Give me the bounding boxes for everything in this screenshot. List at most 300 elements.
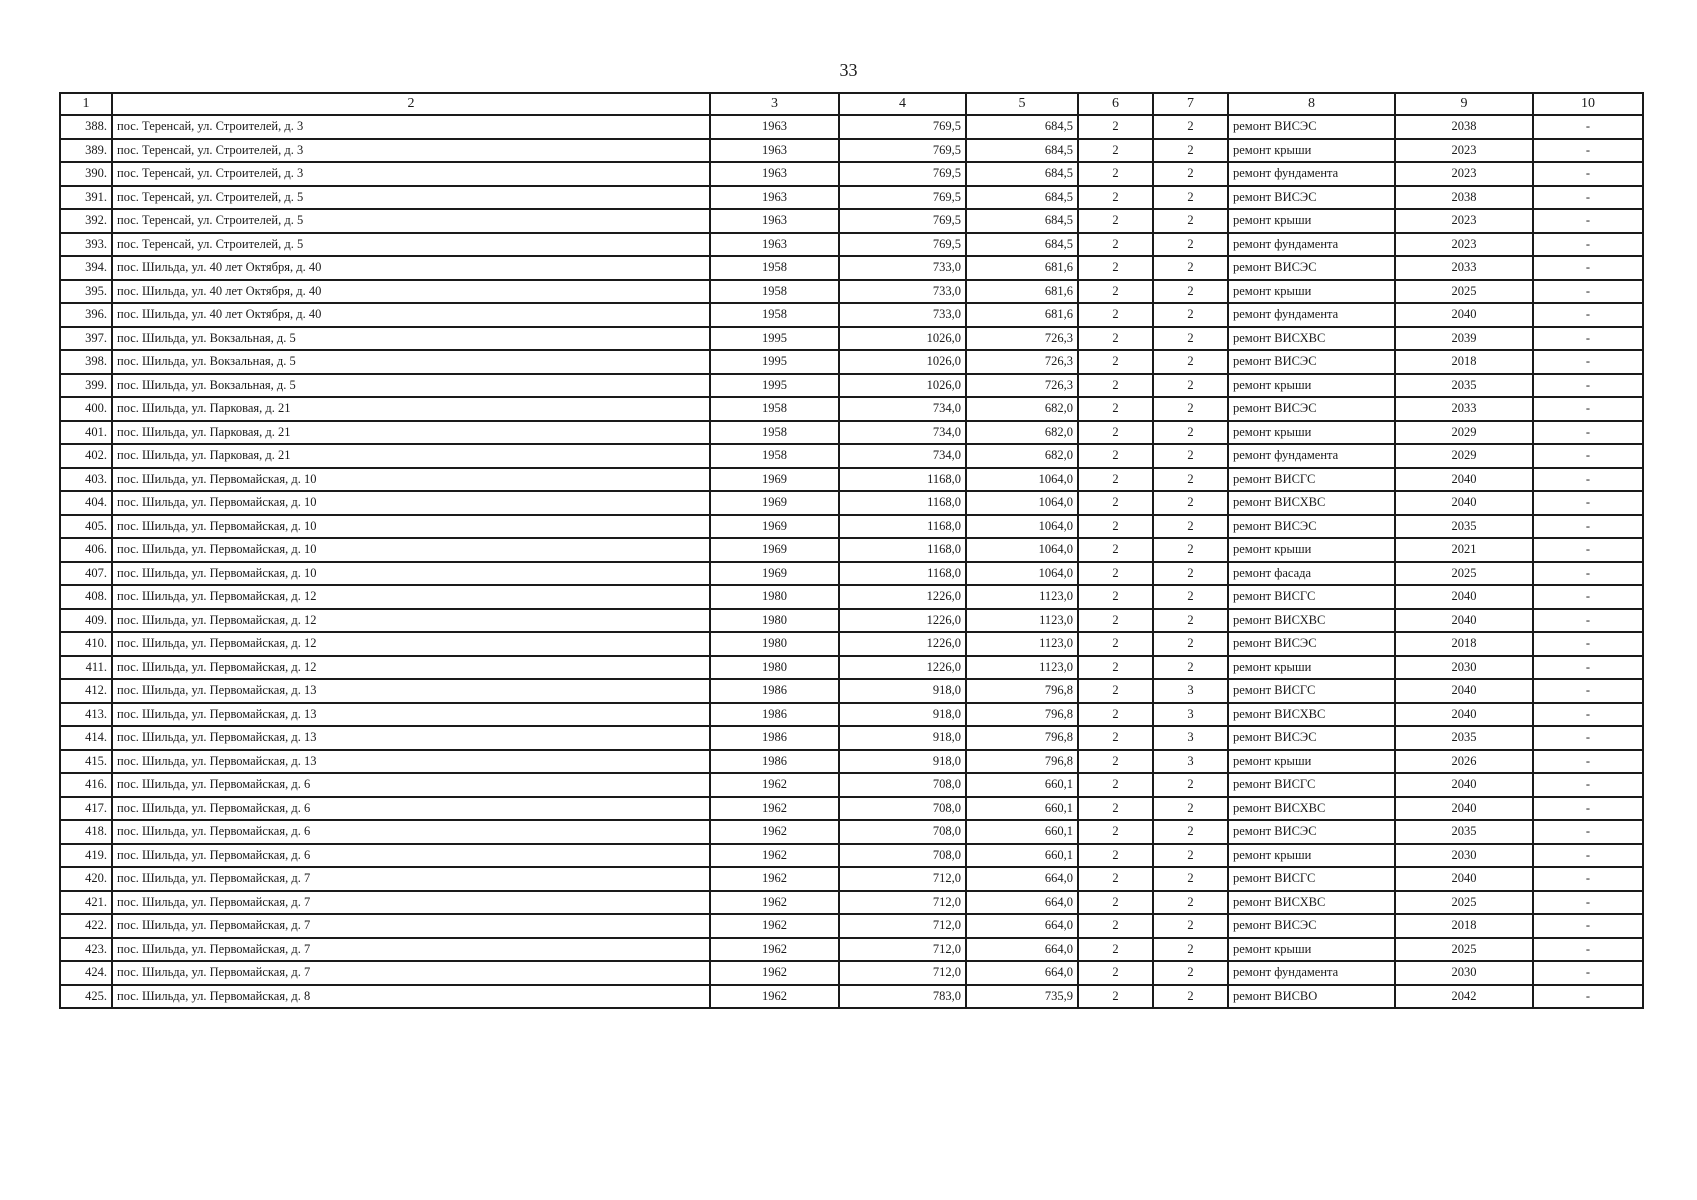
address-cell: пос. Шильда, ул. Первомайская, д. 13: [112, 703, 710, 727]
col7-cell: 3: [1153, 750, 1228, 774]
total-area-cell: 769,5: [839, 139, 966, 163]
year-built-cell: 1962: [710, 797, 839, 821]
col10-cell: -: [1533, 538, 1643, 562]
year-planned-cell: 2035: [1395, 726, 1533, 750]
total-area-cell: 1168,0: [839, 515, 966, 539]
year-built-cell: 1969: [710, 562, 839, 586]
col10-cell: -: [1533, 797, 1643, 821]
year-built-cell: 1958: [710, 256, 839, 280]
col7-cell: 2: [1153, 632, 1228, 656]
total-area-cell: 712,0: [839, 938, 966, 962]
col10-cell: -: [1533, 350, 1643, 374]
row-number-cell: 388.: [60, 115, 112, 139]
table-row: [60, 914, 1643, 938]
year-planned-cell: 2040: [1395, 491, 1533, 515]
address-cell: пос. Шильда, ул. Первомайская, д. 12: [112, 656, 710, 680]
col7-cell: 2: [1153, 468, 1228, 492]
year-planned-cell: 2040: [1395, 773, 1533, 797]
year-built-cell: 1963: [710, 115, 839, 139]
year-planned-cell: 2039: [1395, 327, 1533, 351]
work-type-cell: ремонт ВИСГС: [1228, 773, 1395, 797]
total-area-cell: 769,5: [839, 115, 966, 139]
row-number-cell: 405.: [60, 515, 112, 539]
col6-cell: 2: [1078, 609, 1153, 633]
year-built-cell: 1986: [710, 750, 839, 774]
col7-cell: 2: [1153, 350, 1228, 374]
column-header: 2: [112, 93, 710, 115]
total-area-cell: 712,0: [839, 867, 966, 891]
year-planned-cell: 2018: [1395, 632, 1533, 656]
col7-cell: 2: [1153, 914, 1228, 938]
address-cell: пос. Шильда, ул. Первомайская, д. 7: [112, 891, 710, 915]
col10-cell: -: [1533, 844, 1643, 868]
living-area-cell: 1064,0: [966, 491, 1078, 515]
work-type-cell: ремонт фундамента: [1228, 444, 1395, 468]
col7-cell: 2: [1153, 844, 1228, 868]
col6-cell: 2: [1078, 585, 1153, 609]
year-planned-cell: 2030: [1395, 656, 1533, 680]
living-area-cell: 1123,0: [966, 656, 1078, 680]
living-area-cell: 735,9: [966, 985, 1078, 1009]
row-number-cell: 414.: [60, 726, 112, 750]
living-area-cell: 681,6: [966, 303, 1078, 327]
year-planned-cell: 2035: [1395, 515, 1533, 539]
living-area-cell: 682,0: [966, 397, 1078, 421]
living-area-cell: 660,1: [966, 820, 1078, 844]
table-row: [60, 139, 1643, 163]
table-row: [60, 350, 1643, 374]
page-number: 33: [839, 60, 858, 80]
work-type-cell: ремонт ВИСХВС: [1228, 609, 1395, 633]
living-area-cell: 1123,0: [966, 632, 1078, 656]
address-cell: пос. Шильда, ул. Первомайская, д. 6: [112, 773, 710, 797]
work-type-cell: ремонт крыши: [1228, 538, 1395, 562]
table-row: [60, 303, 1643, 327]
work-type-cell: ремонт ВИСВО: [1228, 985, 1395, 1009]
year-built-cell: 1962: [710, 867, 839, 891]
col10-cell: -: [1533, 444, 1643, 468]
address-cell: пос. Шильда, ул. Первомайская, д. 7: [112, 938, 710, 962]
column-header: 4: [839, 93, 966, 115]
year-built-cell: 1986: [710, 726, 839, 750]
col7-cell: 2: [1153, 233, 1228, 257]
table-row: [60, 891, 1643, 915]
living-area-cell: 664,0: [966, 961, 1078, 985]
address-cell: пос. Шильда, ул. Первомайская, д. 10: [112, 515, 710, 539]
col6-cell: 2: [1078, 374, 1153, 398]
col7-cell: 2: [1153, 256, 1228, 280]
total-area-cell: 708,0: [839, 773, 966, 797]
year-planned-cell: 2023: [1395, 209, 1533, 233]
col6-cell: 2: [1078, 209, 1153, 233]
address-cell: пос. Шильда, ул. Первомайская, д. 7: [112, 914, 710, 938]
table-row: [60, 115, 1643, 139]
year-built-cell: 1958: [710, 280, 839, 304]
col10-cell: -: [1533, 820, 1643, 844]
year-built-cell: 1962: [710, 961, 839, 985]
work-type-cell: ремонт ВИСГС: [1228, 468, 1395, 492]
col6-cell: 2: [1078, 562, 1153, 586]
col7-cell: 2: [1153, 891, 1228, 915]
address-cell: пос. Шильда, ул. Первомайская, д. 10: [112, 491, 710, 515]
col7-cell: 2: [1153, 538, 1228, 562]
row-number-cell: 420.: [60, 867, 112, 891]
total-area-cell: 769,5: [839, 233, 966, 257]
table-row: [60, 233, 1643, 257]
col6-cell: 2: [1078, 891, 1153, 915]
col6-cell: 2: [1078, 914, 1153, 938]
column-header: 8: [1228, 93, 1395, 115]
row-number-cell: 411.: [60, 656, 112, 680]
table-row: [60, 750, 1643, 774]
year-planned-cell: 2026: [1395, 750, 1533, 774]
table-row: [60, 468, 1643, 492]
col6-cell: 2: [1078, 186, 1153, 210]
living-area-cell: 1064,0: [966, 562, 1078, 586]
year-built-cell: 1969: [710, 491, 839, 515]
total-area-cell: 1168,0: [839, 468, 966, 492]
col6-cell: 2: [1078, 162, 1153, 186]
col7-cell: 3: [1153, 726, 1228, 750]
address-cell: пос. Теренсай, ул. Строителей, д. 5: [112, 209, 710, 233]
col6-cell: 2: [1078, 327, 1153, 351]
col6-cell: 2: [1078, 632, 1153, 656]
col10-cell: -: [1533, 491, 1643, 515]
col7-cell: 2: [1153, 186, 1228, 210]
col7-cell: 2: [1153, 797, 1228, 821]
col6-cell: 2: [1078, 538, 1153, 562]
col6-cell: 2: [1078, 844, 1153, 868]
year-built-cell: 1963: [710, 233, 839, 257]
living-area-cell: 660,1: [966, 773, 1078, 797]
table-row: [60, 656, 1643, 680]
living-area-cell: 796,8: [966, 679, 1078, 703]
year-planned-cell: 2040: [1395, 867, 1533, 891]
year-built-cell: 1969: [710, 468, 839, 492]
work-type-cell: ремонт ВИСЭС: [1228, 115, 1395, 139]
year-built-cell: 1963: [710, 186, 839, 210]
col10-cell: -: [1533, 303, 1643, 327]
living-area-cell: 664,0: [966, 938, 1078, 962]
total-area-cell: 734,0: [839, 444, 966, 468]
col10-cell: -: [1533, 679, 1643, 703]
year-built-cell: 1969: [710, 538, 839, 562]
year-planned-cell: 2040: [1395, 679, 1533, 703]
col10-cell: -: [1533, 256, 1643, 280]
work-type-cell: ремонт фасада: [1228, 562, 1395, 586]
table-row: [60, 562, 1643, 586]
living-area-cell: 796,8: [966, 750, 1078, 774]
col7-cell: 2: [1153, 397, 1228, 421]
address-cell: пос. Шильда, ул. Первомайская, д. 10: [112, 468, 710, 492]
col7-cell: 2: [1153, 820, 1228, 844]
table-row: [60, 820, 1643, 844]
living-area-cell: 1064,0: [966, 468, 1078, 492]
col6-cell: 2: [1078, 233, 1153, 257]
living-area-cell: 1064,0: [966, 538, 1078, 562]
total-area-cell: 1168,0: [839, 562, 966, 586]
table-row: [60, 280, 1643, 304]
total-area-cell: 1226,0: [839, 632, 966, 656]
col10-cell: -: [1533, 703, 1643, 727]
row-number-cell: 419.: [60, 844, 112, 868]
year-built-cell: 1958: [710, 397, 839, 421]
address-cell: пос. Шильда, ул. Первомайская, д. 7: [112, 961, 710, 985]
work-type-cell: ремонт ВИСЭС: [1228, 914, 1395, 938]
col10-cell: -: [1533, 327, 1643, 351]
living-area-cell: 660,1: [966, 844, 1078, 868]
year-planned-cell: 2023: [1395, 162, 1533, 186]
total-area-cell: 1226,0: [839, 609, 966, 633]
column-header: 1: [60, 93, 112, 115]
work-type-cell: ремонт ВИСЭС: [1228, 726, 1395, 750]
col10-cell: -: [1533, 397, 1643, 421]
address-cell: пос. Шильда, ул. Первомайская, д. 13: [112, 750, 710, 774]
total-area-cell: 1226,0: [839, 585, 966, 609]
table-row: [60, 327, 1643, 351]
table-row: [60, 938, 1643, 962]
address-cell: пос. Шильда, ул. Первомайская, д. 12: [112, 609, 710, 633]
total-area-cell: 1168,0: [839, 491, 966, 515]
row-number-cell: 416.: [60, 773, 112, 797]
year-built-cell: 1980: [710, 632, 839, 656]
row-number-cell: 415.: [60, 750, 112, 774]
year-built-cell: 1980: [710, 585, 839, 609]
address-cell: пос. Шильда, ул. 40 лет Октября, д. 40: [112, 303, 710, 327]
address-cell: пос. Шильда, ул. Первомайская, д. 12: [112, 632, 710, 656]
year-built-cell: 1995: [710, 327, 839, 351]
total-area-cell: 712,0: [839, 961, 966, 985]
col7-cell: 2: [1153, 139, 1228, 163]
col6-cell: 2: [1078, 468, 1153, 492]
col10-cell: -: [1533, 985, 1643, 1009]
year-planned-cell: 2025: [1395, 891, 1533, 915]
col7-cell: 2: [1153, 421, 1228, 445]
living-area-cell: 684,5: [966, 209, 1078, 233]
year-planned-cell: 2040: [1395, 585, 1533, 609]
col6-cell: 2: [1078, 256, 1153, 280]
year-planned-cell: 2025: [1395, 562, 1533, 586]
work-type-cell: ремонт фундамента: [1228, 162, 1395, 186]
work-type-cell: ремонт крыши: [1228, 209, 1395, 233]
col6-cell: 2: [1078, 444, 1153, 468]
col10-cell: -: [1533, 891, 1643, 915]
row-number-cell: 418.: [60, 820, 112, 844]
col7-cell: 2: [1153, 515, 1228, 539]
year-built-cell: 1969: [710, 515, 839, 539]
year-planned-cell: 2023: [1395, 139, 1533, 163]
year-built-cell: 1980: [710, 609, 839, 633]
work-type-cell: ремонт ВИСХВС: [1228, 703, 1395, 727]
year-planned-cell: 2040: [1395, 703, 1533, 727]
total-area-cell: 769,5: [839, 162, 966, 186]
year-planned-cell: 2030: [1395, 844, 1533, 868]
col6-cell: 2: [1078, 656, 1153, 680]
address-cell: пос. Теренсай, ул. Строителей, д. 5: [112, 186, 710, 210]
living-area-cell: 660,1: [966, 797, 1078, 821]
row-number-cell: 425.: [60, 985, 112, 1009]
work-type-cell: ремонт крыши: [1228, 750, 1395, 774]
total-area-cell: 708,0: [839, 797, 966, 821]
living-area-cell: 664,0: [966, 914, 1078, 938]
column-header: 3: [710, 93, 839, 115]
col6-cell: 2: [1078, 350, 1153, 374]
year-built-cell: 1962: [710, 820, 839, 844]
row-number-cell: 402.: [60, 444, 112, 468]
col6-cell: 2: [1078, 961, 1153, 985]
address-cell: пос. Теренсай, ул. Строителей, д. 3: [112, 139, 710, 163]
table-row: [60, 773, 1643, 797]
table-row: [60, 256, 1643, 280]
row-number-cell: 404.: [60, 491, 112, 515]
work-type-cell: ремонт ВИСЭС: [1228, 350, 1395, 374]
col6-cell: 2: [1078, 703, 1153, 727]
living-area-cell: 796,8: [966, 703, 1078, 727]
col10-cell: -: [1533, 726, 1643, 750]
year-built-cell: 1995: [710, 350, 839, 374]
total-area-cell: 769,5: [839, 186, 966, 210]
work-type-cell: ремонт ВИСХВС: [1228, 327, 1395, 351]
year-planned-cell: 2033: [1395, 397, 1533, 421]
row-number-cell: 410.: [60, 632, 112, 656]
table-row: [60, 515, 1643, 539]
table-row: [60, 703, 1643, 727]
year-planned-cell: 2040: [1395, 609, 1533, 633]
col10-cell: -: [1533, 773, 1643, 797]
row-number-cell: 398.: [60, 350, 112, 374]
work-type-cell: ремонт фундамента: [1228, 233, 1395, 257]
work-type-cell: ремонт ВИСЭС: [1228, 515, 1395, 539]
address-cell: пос. Шильда, ул. Первомайская, д. 6: [112, 820, 710, 844]
col7-cell: 2: [1153, 374, 1228, 398]
table-row: [60, 797, 1643, 821]
year-built-cell: 1963: [710, 209, 839, 233]
col10-cell: -: [1533, 609, 1643, 633]
total-area-cell: 708,0: [839, 820, 966, 844]
row-number-cell: 406.: [60, 538, 112, 562]
col7-cell: 2: [1153, 985, 1228, 1009]
table-row: [60, 444, 1643, 468]
year-built-cell: 1962: [710, 985, 839, 1009]
row-number-cell: 395.: [60, 280, 112, 304]
year-built-cell: 1958: [710, 421, 839, 445]
col6-cell: 2: [1078, 985, 1153, 1009]
col6-cell: 2: [1078, 421, 1153, 445]
work-type-cell: ремонт крыши: [1228, 374, 1395, 398]
col6-cell: 2: [1078, 726, 1153, 750]
table-row: [60, 162, 1643, 186]
table-body: [60, 115, 1643, 1008]
address-cell: пос. Шильда, ул. Парковая, д. 21: [112, 444, 710, 468]
total-area-cell: 712,0: [839, 914, 966, 938]
year-built-cell: 1958: [710, 303, 839, 327]
col7-cell: 2: [1153, 444, 1228, 468]
year-built-cell: 1958: [710, 444, 839, 468]
year-built-cell: 1962: [710, 773, 839, 797]
address-cell: пос. Шильда, ул. Парковая, д. 21: [112, 421, 710, 445]
address-cell: пос. Шильда, ул. Первомайская, д. 6: [112, 797, 710, 821]
living-area-cell: 726,3: [966, 374, 1078, 398]
year-planned-cell: 2040: [1395, 797, 1533, 821]
col7-cell: 2: [1153, 656, 1228, 680]
total-area-cell: 733,0: [839, 303, 966, 327]
total-area-cell: 918,0: [839, 726, 966, 750]
living-area-cell: 1123,0: [966, 609, 1078, 633]
work-type-cell: ремонт крыши: [1228, 280, 1395, 304]
col7-cell: 2: [1153, 562, 1228, 586]
work-type-cell: ремонт ВИСХВС: [1228, 491, 1395, 515]
year-planned-cell: 2021: [1395, 538, 1533, 562]
total-area-cell: 918,0: [839, 750, 966, 774]
column-header: 9: [1395, 93, 1533, 115]
address-cell: пос. Шильда, ул. Первомайская, д. 10: [112, 562, 710, 586]
year-planned-cell: 2033: [1395, 256, 1533, 280]
table-row: [60, 632, 1643, 656]
total-area-cell: 1026,0: [839, 327, 966, 351]
col7-cell: 3: [1153, 679, 1228, 703]
col6-cell: 2: [1078, 773, 1153, 797]
address-cell: пос. Шильда, ул. Вокзальная, д. 5: [112, 374, 710, 398]
column-header: 10: [1533, 93, 1643, 115]
total-area-cell: 708,0: [839, 844, 966, 868]
col7-cell: 2: [1153, 327, 1228, 351]
col6-cell: 2: [1078, 797, 1153, 821]
address-cell: пос. Теренсай, ул. Строителей, д. 3: [112, 162, 710, 186]
work-type-cell: ремонт крыши: [1228, 421, 1395, 445]
total-area-cell: 783,0: [839, 985, 966, 1009]
row-number-cell: 412.: [60, 679, 112, 703]
year-planned-cell: 2038: [1395, 115, 1533, 139]
work-type-cell: ремонт ВИСЭС: [1228, 186, 1395, 210]
row-number-cell: 400.: [60, 397, 112, 421]
address-cell: пос. Шильда, ул. Первомайская, д. 13: [112, 679, 710, 703]
work-type-cell: ремонт ВИСГС: [1228, 867, 1395, 891]
year-planned-cell: 2042: [1395, 985, 1533, 1009]
col7-cell: 2: [1153, 491, 1228, 515]
year-built-cell: 1962: [710, 914, 839, 938]
col10-cell: -: [1533, 280, 1643, 304]
living-area-cell: 681,6: [966, 256, 1078, 280]
total-area-cell: 1168,0: [839, 538, 966, 562]
table-row: [60, 961, 1643, 985]
row-number-cell: 423.: [60, 938, 112, 962]
col10-cell: -: [1533, 961, 1643, 985]
year-built-cell: 1986: [710, 703, 839, 727]
row-number-cell: 390.: [60, 162, 112, 186]
column-header: 5: [966, 93, 1078, 115]
col7-cell: 2: [1153, 162, 1228, 186]
col10-cell: -: [1533, 162, 1643, 186]
table-row: [60, 585, 1643, 609]
table-row: [60, 538, 1643, 562]
year-built-cell: 1995: [710, 374, 839, 398]
address-cell: пос. Шильда, ул. Первомайская, д. 12: [112, 585, 710, 609]
year-built-cell: 1962: [710, 844, 839, 868]
col10-cell: -: [1533, 914, 1643, 938]
col6-cell: 2: [1078, 397, 1153, 421]
row-number-cell: 422.: [60, 914, 112, 938]
living-area-cell: 664,0: [966, 891, 1078, 915]
table-row: [60, 421, 1643, 445]
row-number-cell: 409.: [60, 609, 112, 633]
living-area-cell: 682,0: [966, 444, 1078, 468]
col6-cell: 2: [1078, 938, 1153, 962]
address-cell: пос. Шильда, ул. 40 лет Октября, д. 40: [112, 280, 710, 304]
address-cell: пос. Шильда, ул. Первомайская, д. 7: [112, 867, 710, 891]
year-planned-cell: 2025: [1395, 280, 1533, 304]
total-area-cell: 734,0: [839, 397, 966, 421]
address-cell: пос. Шильда, ул. Первомайская, д. 8: [112, 985, 710, 1009]
